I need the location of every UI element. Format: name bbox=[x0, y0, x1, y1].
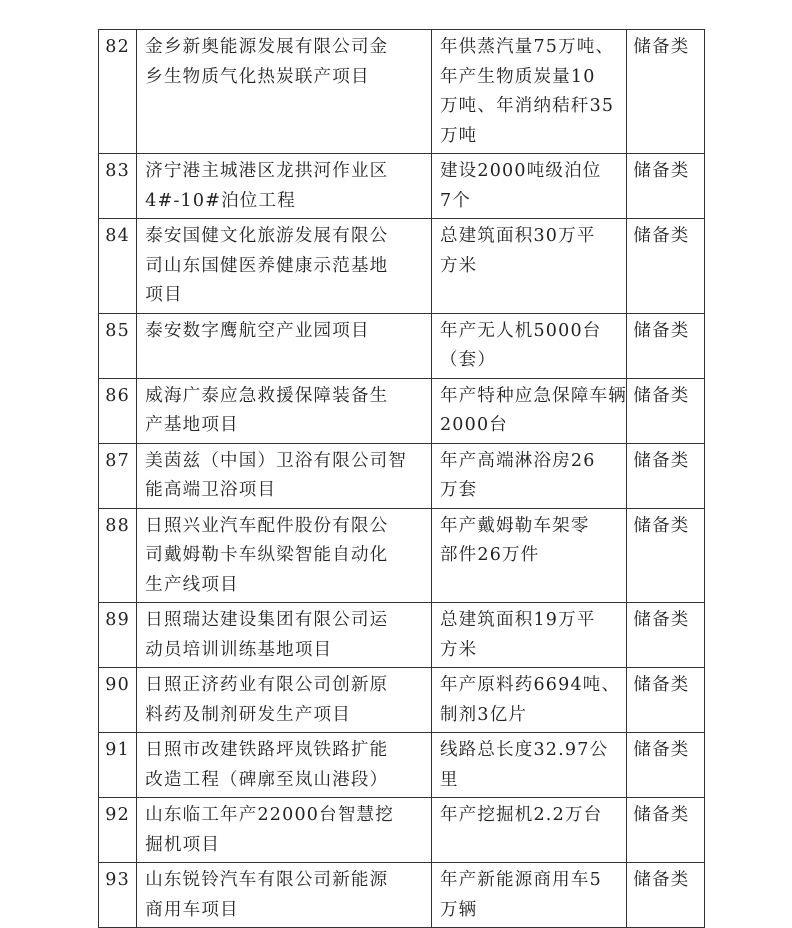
project-scale-cell bbox=[431, 443, 626, 508]
project-scale-line: 万辆 bbox=[439, 899, 478, 920]
table-body bbox=[99, 30, 705, 928]
project-type: 储备类 bbox=[627, 154, 705, 219]
project-scale-line: 线路总长度32.97公 bbox=[439, 740, 609, 760]
row-number: 88 bbox=[99, 508, 137, 603]
project-scale-cell bbox=[431, 219, 626, 314]
project-name-cell bbox=[137, 378, 432, 443]
project-name-line: 日照市改建铁路坪岚铁路扩能 bbox=[145, 740, 389, 760]
project-scale-line: （套） bbox=[439, 350, 497, 370]
project-scale-cell bbox=[431, 313, 626, 378]
project-name-line: 掘机项目 bbox=[145, 834, 221, 855]
project-scale-cell bbox=[431, 154, 626, 219]
project-name-cell bbox=[137, 313, 432, 378]
project-name-line: 产基地项目 bbox=[145, 415, 239, 435]
project-name-cell bbox=[137, 733, 432, 798]
project-scale-cell bbox=[431, 378, 626, 443]
project-name-line: 泰安数字鹰航空产业园项目 bbox=[145, 320, 370, 341]
project-name-cell bbox=[137, 798, 432, 863]
project-scale-line: 万吨、年消纳秸秆35 bbox=[439, 96, 615, 116]
project-name-line: 威海广泰应急救援保障装备生 bbox=[145, 385, 389, 406]
project-type: 储备类 bbox=[627, 508, 705, 603]
project-scale-line: 年产原料药6694吨、 bbox=[439, 675, 621, 695]
project-scale-line: 制剂3亿片 bbox=[439, 704, 528, 725]
project-scale-cell bbox=[431, 508, 626, 603]
table-row bbox=[99, 219, 705, 314]
project-scale-line: 年产新能源商用车5 bbox=[439, 870, 602, 890]
project-scale-line: 年产挖掘机2.2万台 bbox=[439, 805, 603, 825]
project-name-cell bbox=[137, 443, 432, 508]
row-number: 89 bbox=[99, 603, 137, 668]
project-type: 储备类 bbox=[627, 668, 705, 733]
row-number: 90 bbox=[99, 668, 137, 733]
project-name-line: 改造工程（碑廓至岚山港段） bbox=[145, 769, 389, 790]
project-name-line: 山东临工年产22000台智慧挖 bbox=[145, 805, 394, 825]
table-row bbox=[99, 863, 705, 928]
project-name-cell bbox=[137, 863, 432, 928]
project-scale-line: 建设2000吨级泊位 bbox=[439, 161, 602, 181]
table-row bbox=[99, 508, 705, 603]
project-type: 储备类 bbox=[627, 313, 705, 378]
project-scale-line: 年产戴姆勒车架零 bbox=[439, 515, 590, 536]
project-type: 储备类 bbox=[627, 30, 705, 154]
project-scale-line: 2000台 bbox=[439, 415, 509, 435]
project-scale-line: 万吨 bbox=[439, 125, 478, 146]
project-name-line: 司山东国健医养健康示范基地 bbox=[145, 255, 389, 276]
project-scale-line: 年供蒸汽量75万吨、 bbox=[439, 37, 615, 57]
project-name-line: 项目 bbox=[145, 285, 183, 305]
project-name-cell bbox=[137, 603, 432, 668]
project-name-line: 金乡新奥能源发展有限公司金 bbox=[145, 37, 389, 57]
project-scale-line: 部件26万件 bbox=[439, 545, 540, 565]
project-name-cell bbox=[137, 30, 432, 154]
row-number: 85 bbox=[99, 313, 137, 378]
project-scale-cell bbox=[431, 863, 626, 928]
project-name-cell bbox=[137, 668, 432, 733]
table-row bbox=[99, 378, 705, 443]
project-type: 储备类 bbox=[627, 863, 705, 928]
table-row bbox=[99, 30, 705, 154]
project-type: 储备类 bbox=[627, 443, 705, 508]
project-scale-line: 年产无人机5000台 bbox=[439, 320, 602, 341]
table-row bbox=[99, 443, 705, 508]
table-row bbox=[99, 668, 705, 733]
project-name-line: 生产线项目 bbox=[145, 574, 239, 595]
project-scale-cell bbox=[431, 668, 626, 733]
project-name-line: 4#-10#泊位工程 bbox=[145, 190, 296, 211]
project-type: 储备类 bbox=[627, 378, 705, 443]
project-name-line: 日照瑞达建设集团有限公司运 bbox=[145, 610, 389, 630]
project-scale-line: 总建筑面积19万平 bbox=[439, 610, 596, 630]
row-number: 93 bbox=[99, 863, 137, 928]
project-scale-line: 里 bbox=[439, 769, 459, 790]
table-row bbox=[99, 313, 705, 378]
project-name-line: 动员培训训练基地项目 bbox=[145, 639, 333, 660]
project-scale-line: 年产生物质炭量10 bbox=[439, 66, 596, 87]
row-number: 92 bbox=[99, 798, 137, 863]
project-name-line: 日照正济药业有限公司创新原 bbox=[145, 675, 389, 695]
project-name-line: 山东锐铃汽车有限公司新能源 bbox=[145, 870, 389, 890]
project-scale-cell bbox=[431, 798, 626, 863]
project-scale-line: 7个 bbox=[439, 190, 472, 211]
project-type: 储备类 bbox=[627, 798, 705, 863]
project-name-line: 司戴姆勒卡车纵梁智能自动化 bbox=[145, 545, 389, 565]
project-name-cell bbox=[137, 154, 432, 219]
project-type: 储备类 bbox=[627, 603, 705, 668]
row-number: 84 bbox=[99, 219, 137, 314]
project-scale-cell bbox=[431, 30, 626, 154]
row-number: 83 bbox=[99, 154, 137, 219]
project-type: 储备类 bbox=[627, 733, 705, 798]
project-name-line: 商用车项目 bbox=[145, 899, 239, 920]
table-row bbox=[99, 603, 705, 668]
project-scale-line: 年产高端淋浴房26 bbox=[439, 450, 596, 471]
row-number: 87 bbox=[99, 443, 137, 508]
project-scale-line: 万套 bbox=[439, 480, 478, 500]
row-number: 86 bbox=[99, 378, 137, 443]
project-type: 储备类 bbox=[627, 219, 705, 314]
project-name-line: 泰安国健文化旅游发展有限公 bbox=[145, 226, 389, 246]
project-name-line: 能高端卫浴项目 bbox=[145, 480, 277, 500]
project-table bbox=[98, 29, 705, 928]
project-scale-line: 年产特种应急保障车辆 bbox=[439, 385, 627, 406]
project-name-line: 料药及制剂研发生产项目 bbox=[145, 704, 351, 725]
project-name-line: 乡生物质气化热炭联产项目 bbox=[145, 66, 370, 87]
project-scale-cell bbox=[431, 733, 626, 798]
row-number: 91 bbox=[99, 733, 137, 798]
table-row bbox=[99, 798, 705, 863]
table-row bbox=[99, 733, 705, 798]
project-scale-line: 方米 bbox=[439, 255, 478, 276]
project-scale-line: 方米 bbox=[439, 639, 478, 660]
project-scale-cell bbox=[431, 603, 626, 668]
project-name-cell bbox=[137, 219, 432, 314]
row-number: 82 bbox=[99, 30, 137, 154]
project-name-line: 美茵兹（中国）卫浴有限公司智 bbox=[145, 450, 408, 471]
project-name-line: 济宁港主城港区龙拱河作业区 bbox=[145, 161, 389, 181]
project-name-line: 日照兴业汽车配件股份有限公 bbox=[145, 515, 389, 536]
project-scale-line: 总建筑面积30万平 bbox=[439, 226, 596, 246]
table-row bbox=[99, 154, 705, 219]
project-name-cell bbox=[137, 508, 432, 603]
